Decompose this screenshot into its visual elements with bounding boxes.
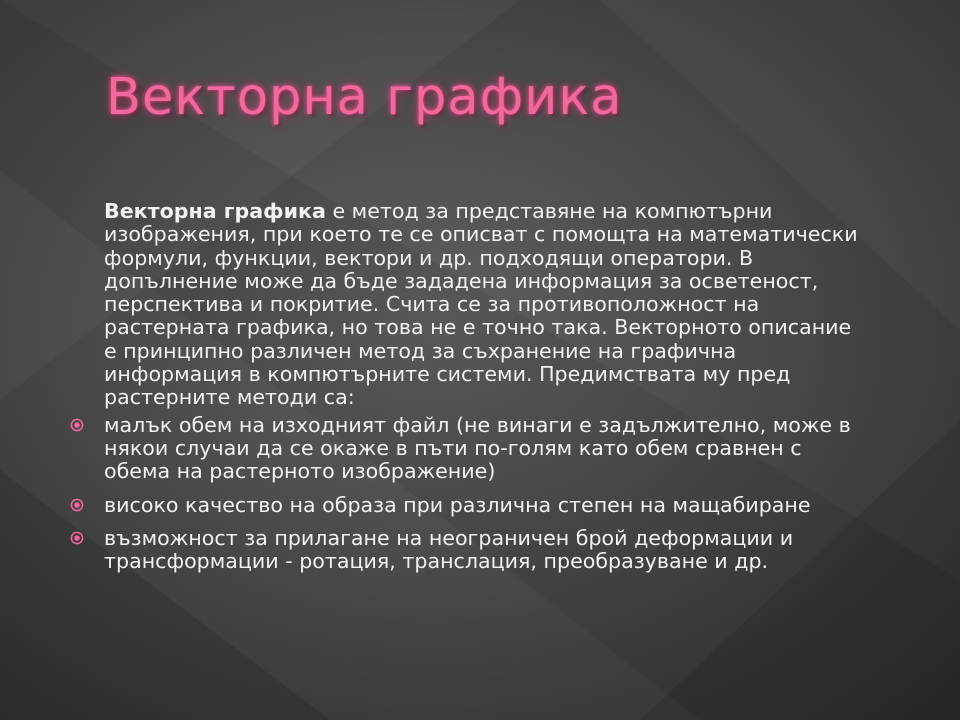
intro-text: е метод за представяне на компютърни изображения, при което те се описват с помощта на математически формули, функции, вектори и др. подходящи оператори. В допълнение може да бъде зададена информация за осветеност, перспектива и покритие. Счита се за противоположност на растерната графика, но това не е точно така. Векторното описание е принципно различен метод за съхранение на графична информация в компютърните системи. Предимствата му пред растерните методи са:: [104, 199, 858, 410]
list-item: [70, 414, 870, 484]
list-item-text: възможност за прилагане на неограничен брой деформации и трансформации - ротация, транслация, преобразуване и др.: [104, 525, 794, 574]
intro-paragraph: [104, 200, 870, 410]
intro-term: Векторна графика: [104, 199, 326, 223]
advantages-list: [70, 414, 870, 574]
list-item-text: високо качество на образа при различна степен на мащабиране: [104, 492, 811, 517]
slide-title: Векторна графика: [106, 68, 623, 127]
slide-content: [70, 200, 870, 583]
list-item: [70, 494, 870, 517]
circled-dot-icon: [70, 531, 84, 545]
circled-dot-icon: [70, 418, 84, 432]
list-item-text: малък обем на изходният файл (не винаги е задължително, може в някои случаи да се окаже в пъти по-голям като обем сравнен с обема на растерното изображение): [104, 412, 851, 484]
list-item: [70, 527, 870, 574]
circled-dot-icon: [70, 498, 84, 512]
